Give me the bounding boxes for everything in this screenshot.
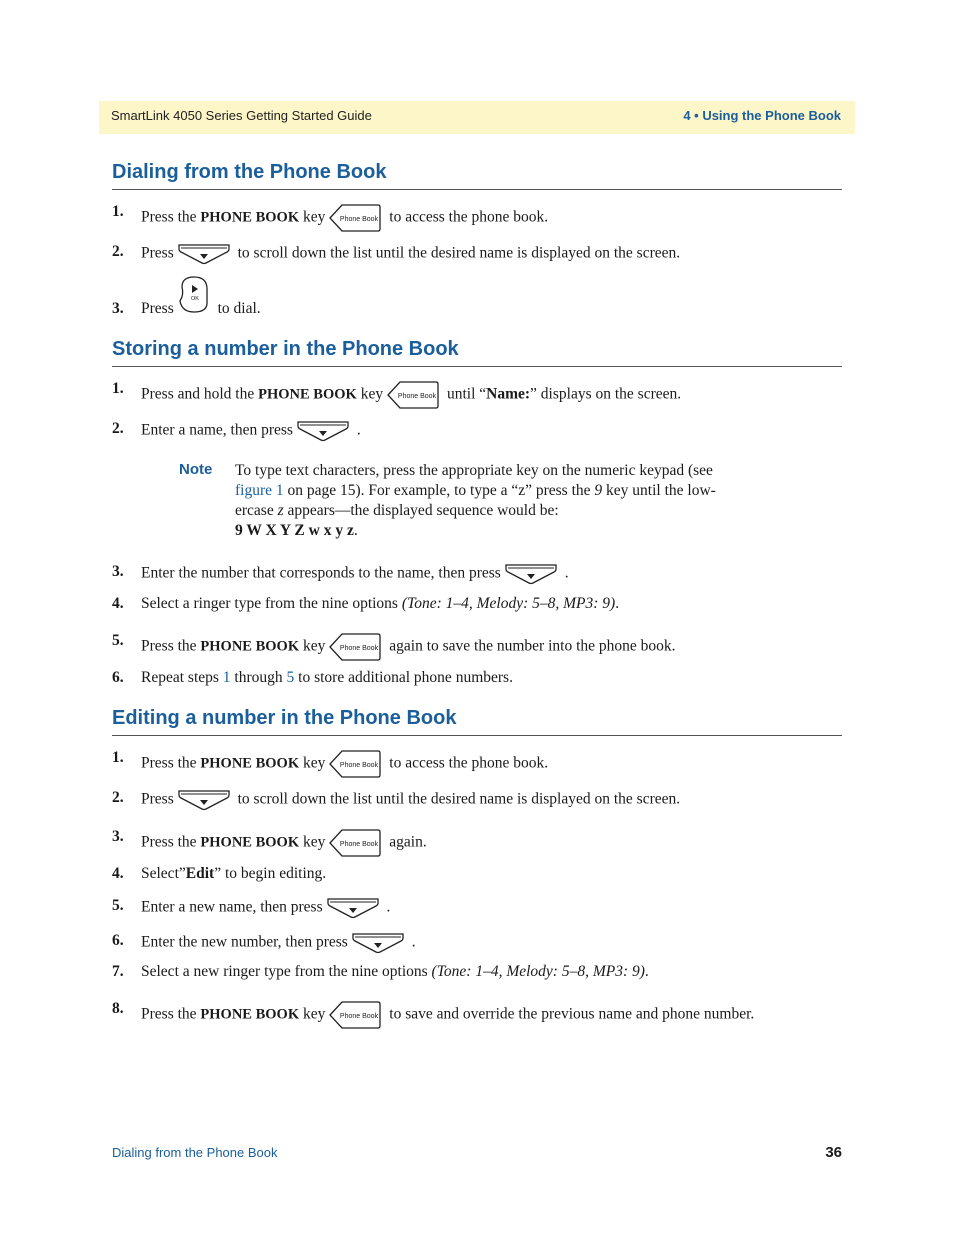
step-number: 4.: [112, 865, 124, 882]
text: again to save the number into the phone book.: [385, 637, 676, 655]
text: Enter a new name, then press: [141, 898, 323, 916]
text: .: [382, 898, 391, 916]
step-number: 3.: [112, 300, 124, 317]
scroll-down-key-icon: [297, 420, 349, 442]
note-line: [235, 501, 755, 521]
letter: z: [277, 502, 284, 519]
step-text: [141, 897, 390, 919]
text: Press the: [141, 833, 201, 851]
scroll-down-key-icon: [327, 897, 379, 919]
text: .: [644, 963, 649, 980]
svg-text:Phone Book: Phone Book: [340, 1013, 379, 1020]
step-text: [141, 632, 676, 662]
step-number: 8.: [112, 1000, 124, 1017]
note-line: [235, 481, 755, 501]
ringer-options: (Tone: 1–4, Melody: 5–8, MP3: 9): [431, 963, 645, 980]
figure-link[interactable]: figure 1: [235, 482, 284, 499]
step-text: [141, 595, 619, 613]
phone-book-key-icon: [329, 1000, 381, 1030]
step-text: [141, 749, 548, 779]
text: Enter a name, then press: [141, 421, 293, 439]
step-text: [141, 380, 681, 410]
text: Press the: [141, 1005, 201, 1023]
key-sequence: 9 W X Y Z w x y z: [235, 522, 354, 539]
text: to dial.: [213, 300, 261, 317]
text: Select”: [141, 865, 186, 882]
text: key: [299, 833, 326, 851]
text: through: [230, 669, 287, 686]
text: Press and hold the: [141, 385, 259, 403]
scroll-down-key-icon: [352, 932, 404, 954]
phone-book-key-icon: [329, 203, 381, 233]
text: key: [299, 1005, 326, 1023]
note-line: To type text characters, press the appropriate key on the numeric keypad (see: [235, 462, 713, 479]
page-number: 36: [825, 1144, 842, 1161]
key-name: PHONE BOOK: [200, 755, 300, 772]
text: until “: [443, 385, 487, 403]
step-text: [141, 865, 326, 883]
text: to access the phone book.: [385, 208, 549, 226]
step-number: 1.: [112, 749, 124, 766]
step-number: 2.: [112, 789, 124, 806]
section-heading-editing: Editing a number in the Phone Book: [112, 706, 842, 736]
key-name: PHONE BOOK: [200, 209, 300, 226]
footer-section-title: Dialing from the Phone Book: [112, 1145, 278, 1160]
step-number: 1.: [112, 203, 124, 220]
text: Select a new ringer type from the nine options: [141, 963, 432, 980]
text: key: [356, 385, 384, 403]
note-body: [235, 461, 755, 541]
text: key: [299, 637, 326, 655]
step-text: [141, 932, 416, 954]
svg-text:Phone Book: Phone Book: [340, 216, 379, 223]
text: Repeat steps: [141, 669, 223, 686]
text: ” displays on the screen.: [530, 385, 682, 403]
svg-text:Phone Book: Phone Book: [340, 645, 379, 652]
scroll-down-key-icon: [505, 563, 557, 585]
text: Enter the number that corresponds to the name, then press: [141, 564, 501, 582]
text: key: [299, 754, 326, 772]
text: to save and override the previous name and phone number.: [385, 1005, 755, 1023]
svg-text:OK: OK: [190, 296, 199, 303]
step-number: 2.: [112, 243, 124, 260]
step-link-5[interactable]: 5: [286, 669, 295, 686]
step-number: 7.: [112, 963, 124, 980]
step-number: 1.: [112, 380, 124, 397]
text: to store additional phone numbers.: [294, 669, 513, 686]
phone-book-key-icon: [329, 632, 381, 662]
step-number: 4.: [112, 595, 124, 612]
ringer-options: (Tone: 1–4, Melody: 5–8, MP3: 9): [401, 595, 616, 612]
text: appears—the displayed sequence would be:: [283, 502, 559, 519]
svg-text:Phone Book: Phone Book: [340, 762, 379, 769]
phone-book-key-icon: [329, 749, 381, 779]
scroll-down-key-icon: [178, 243, 230, 265]
text: Select a ringer type from the nine options: [141, 595, 402, 612]
step-text: [141, 296, 261, 318]
chapter-title: 4 • Using the Phone Book: [683, 108, 841, 123]
text: Press the: [141, 754, 201, 772]
text: .: [615, 595, 620, 612]
text: to scroll down the list until the desired name is displayed on the screen.: [233, 244, 681, 262]
text: .: [353, 522, 358, 539]
key-name: PHONE BOOK: [200, 834, 300, 851]
text: Enter the new number, then press: [141, 933, 348, 951]
step-number: 3.: [112, 563, 124, 580]
text: key until the low-: [602, 482, 716, 499]
svg-text:Phone Book: Phone Book: [398, 393, 437, 400]
text: to access the phone book.: [385, 754, 549, 772]
text: again.: [385, 833, 427, 851]
text: Press the: [141, 208, 201, 226]
screen-prompt: Name:: [486, 385, 531, 403]
text: on page 15). For example, to type a “z” press the: [283, 482, 595, 499]
text: Press: [141, 790, 174, 808]
step-text: [141, 563, 569, 585]
step-text: [141, 420, 361, 442]
key-name: PHONE BOOK: [258, 386, 357, 403]
text: .: [352, 421, 361, 439]
section-heading-dialing: Dialing from the Phone Book: [112, 160, 842, 190]
text: .: [407, 933, 416, 951]
step-number: 2.: [112, 420, 124, 437]
step-number: 5.: [112, 632, 124, 649]
step-text: [141, 789, 680, 811]
step-number: 6.: [112, 669, 124, 686]
step-number: 6.: [112, 932, 124, 949]
text: Press: [141, 244, 174, 262]
text: Press: [141, 300, 174, 317]
text: .: [560, 564, 569, 582]
text: ercase: [235, 502, 278, 519]
phone-book-key-icon: [387, 380, 439, 410]
step-link-1[interactable]: 1: [222, 669, 231, 686]
text: to scroll down the list until the desired name is displayed on the screen.: [233, 790, 681, 808]
text: ” to begin editing.: [214, 865, 327, 882]
step-text: [141, 828, 427, 858]
ok-dial-key-icon: [178, 275, 210, 315]
page-header: [99, 101, 855, 134]
scroll-down-key-icon: [178, 789, 230, 811]
step-text: [141, 963, 649, 981]
step-number: 5.: [112, 897, 124, 914]
menu-option: Edit: [185, 865, 215, 882]
guide-title: SmartLink 4050 Series Getting Started Guide: [111, 108, 372, 123]
phone-book-key-icon: [329, 828, 381, 858]
step-text: [141, 203, 548, 233]
text: key: [299, 208, 326, 226]
step-text: [141, 1000, 754, 1030]
step-text: [141, 669, 513, 687]
step-text: [141, 243, 680, 265]
key-name: PHONE BOOK: [200, 638, 300, 655]
note-line: [235, 521, 755, 541]
note-label: Note: [179, 461, 213, 478]
step-number: 3.: [112, 828, 124, 845]
key-name: PHONE BOOK: [200, 1006, 300, 1023]
svg-text:Phone Book: Phone Book: [340, 841, 379, 848]
text: Press the: [141, 637, 201, 655]
key-digit: 9: [594, 482, 603, 499]
section-heading-storing: Storing a number in the Phone Book: [112, 337, 842, 367]
